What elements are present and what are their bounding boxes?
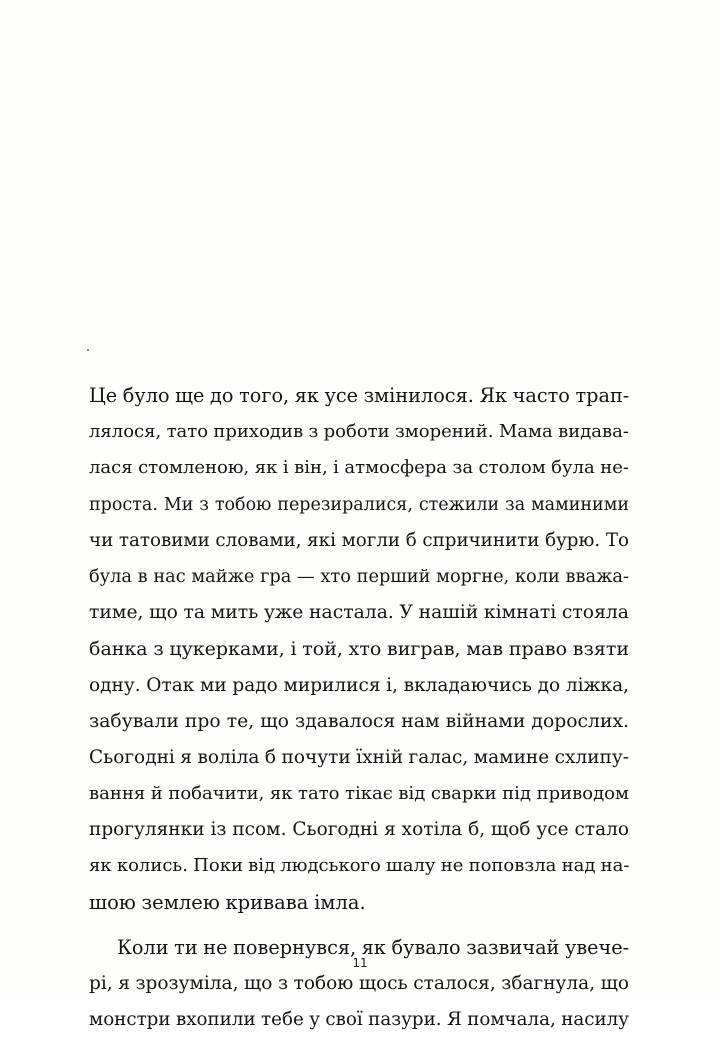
text-line: Сьогодні я воліла б почути їхній галас, мамине схлипу- <box>89 746 629 768</box>
text-line: одну. Отак ми радо мирилися і, вкладаючись до ліжка, <box>89 674 629 696</box>
text-line: лася стомленою, як і він, і атмосфера за столом була не- <box>89 457 629 479</box>
text-line: лялося, тато приходив з роботи зморений. Мама видава- <box>89 421 629 443</box>
text-line: тиме, що та мить уже настала. У нашій кімнаті стояла <box>89 602 629 624</box>
page-number: 11 <box>352 956 368 970</box>
text-line: забували про те, що здавалося нам війнами дорослих. <box>89 710 629 732</box>
print-speck <box>87 349 89 351</box>
text-line: прогулянки із псом. Сьогодні я хотіла б, щоб усе стало <box>89 819 629 841</box>
text-line: чи татовими словами, які могли б спричинити бурю. То <box>89 529 629 551</box>
text-line: рі, я зрозуміла, що з тобою щось сталося, збагнула, що <box>89 973 629 994</box>
text-line: була в нас майже гра — хто перший моргне, коли вважа- <box>89 566 629 587</box>
text-line: монстри вхопили тебе у свої пазури. Я помчала, насилу <box>89 1009 629 1031</box>
paragraph-1 <box>89 378 629 921</box>
paragraph-2 <box>89 930 629 1038</box>
text-line: Коли ти не повернувся, як бувало зазвичай увече- <box>117 935 630 959</box>
text-line: вання й побачити, як тато тікає від сварки під приводом <box>89 783 629 805</box>
text-line: шою землею кривава імла. <box>89 890 366 914</box>
paragraph-gap <box>89 921 629 930</box>
body-text <box>89 378 629 1038</box>
text-line: як колись. Поки від людського шалу не поповзла над на- <box>89 855 630 877</box>
text-line: проста. Ми з тобою перезиралися, стежили за маминими <box>89 494 629 515</box>
text-line: Це було ще до того, як усе змінилося. Як часто трап- <box>89 384 630 407</box>
text-line: банка з цукерками, і той, хто виграв, мав право взяти <box>89 638 629 661</box>
